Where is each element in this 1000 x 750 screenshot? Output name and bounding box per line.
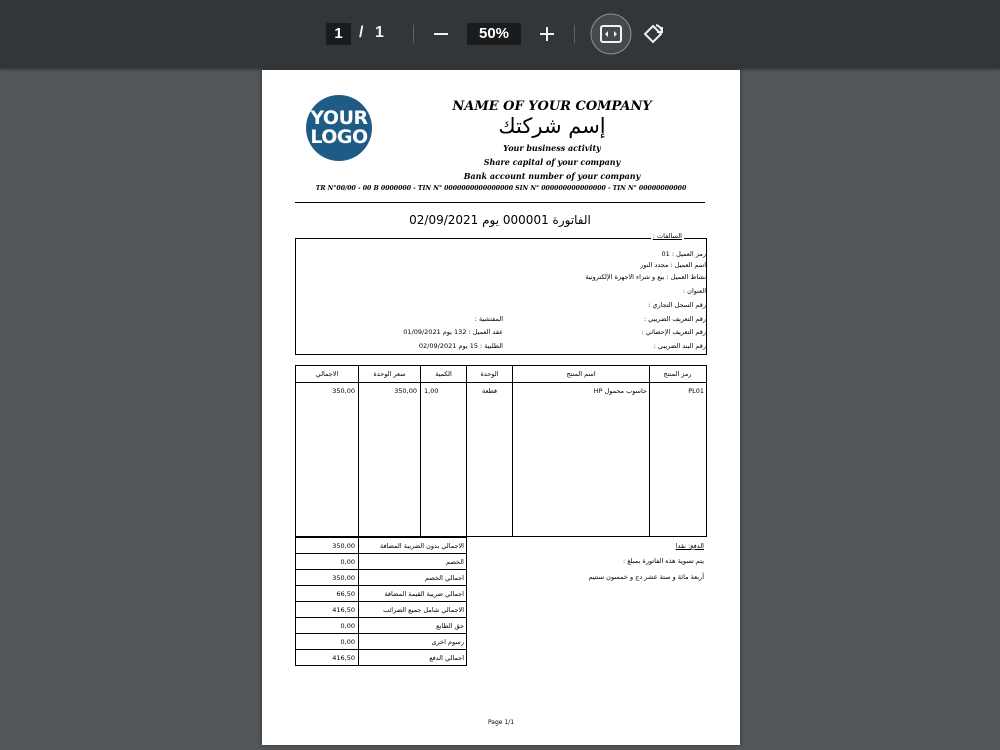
bank-account: Bank account number of your company (463, 171, 641, 181)
client-activity: نشاط العميل : بيع و شراء الاجهزة الإلكترونية (585, 273, 706, 281)
column-header-qty: الكمية (435, 370, 452, 378)
totals-value: 0,00 (340, 558, 355, 566)
page-number-input[interactable]: 1 (326, 23, 351, 45)
page-separator: / (359, 24, 364, 41)
business-activity: Your business activity (503, 143, 601, 153)
totals-label: اجمالي الدفع (429, 654, 464, 662)
totals-value: 66,50 (336, 590, 355, 598)
amount-in-words: أربعة مائة و ستة عشر دج و خمسون سنتيم (588, 573, 704, 581)
stat-id: رقم التعريف الإحصائي : (641, 328, 706, 336)
client-code: رمز العميل : 01 (661, 250, 706, 258)
company-name: NAME OF YOUR COMPANY (452, 99, 652, 114)
column-header-code: رمز المنتج (663, 370, 692, 378)
row-price: 350,00 (394, 387, 417, 395)
share-capital: Share capital of your company (483, 157, 621, 167)
toolbar-divider (574, 25, 575, 43)
row-unit: قطعة (481, 387, 498, 395)
row-product-name: حاسوب محمول HP (593, 387, 647, 395)
totals-row-line (295, 633, 467, 634)
column-divider (512, 365, 513, 537)
zoom-level[interactable]: 50% (467, 23, 521, 45)
minus-icon[interactable] (431, 24, 451, 44)
client-name: اسم العميل : مجدد النور (640, 261, 706, 269)
toolbar-divider (413, 25, 414, 43)
column-header-price: سعر الوحدة (373, 370, 406, 378)
totals-value: 0,00 (340, 622, 355, 630)
totals-row-line (295, 585, 467, 586)
totals-row-line (295, 601, 467, 602)
column-header-name: اسم المنتج (566, 370, 596, 378)
page-total: 1 (375, 24, 384, 41)
inspection: المفتشية : (474, 315, 503, 323)
company-identifiers: TR N°00/00 - 00 B 0000000 - TIN N° 0000000000000000 SIN N° 000000000000000 - TIN N° 00000000000 (315, 185, 687, 192)
table-header-line (295, 382, 707, 383)
trade-register: رقم السجل التجاري : (648, 301, 706, 309)
row-total: 350,00 (332, 387, 355, 395)
totals-row-line (295, 649, 467, 650)
header-divider (295, 202, 705, 203)
invoice-title: الفاتورة 000001 يوم 02/09/2021 (409, 213, 591, 227)
row-code: PL01 (688, 387, 704, 395)
pdf-toolbar (0, 0, 1000, 68)
tax-id: رقم التعريف الضريبي : (643, 315, 706, 323)
totals-row-line (295, 553, 467, 554)
totals-label: الخصم (446, 558, 464, 566)
rotate-icon[interactable] (641, 22, 665, 46)
totals-value: 0,00 (340, 638, 355, 646)
totals-value: 416,50 (332, 606, 355, 614)
totals-label: الاجمالي شامل جميع الضرائب (383, 606, 464, 614)
totals-row-line (295, 569, 467, 570)
tax-item: رقم البند الضريبي : (653, 342, 706, 350)
payment-method: الدفع: نقدا (675, 542, 704, 550)
column-header-total: الاجمالي (315, 370, 339, 378)
totals-value: 416,50 (332, 654, 355, 662)
totals-row-line (295, 617, 467, 618)
column-header-unit: الوحدة (480, 370, 499, 378)
fit-to-page-icon[interactable] (589, 12, 633, 56)
settlement-text: يتم تسوية هذه الفاتورة بمبلغ : (622, 557, 704, 565)
column-divider (649, 365, 650, 537)
plus-icon[interactable] (537, 24, 557, 44)
company-name-arabic: إسم شركتك (498, 114, 606, 138)
client-order: الطلبية : 15 يوم 02/09/2021 (418, 342, 503, 350)
totals-label: رسوم اخرى (431, 638, 464, 646)
recipient-legend: السالفات : (652, 232, 682, 240)
totals-label: الاجمالي بدون الضريبة المضافة (379, 542, 464, 550)
totals-label: اجمالي ضريبة القيمة المضافة (384, 590, 464, 598)
company-logo: YOUR LOGO (306, 95, 372, 161)
totals-value: 350,00 (332, 542, 355, 550)
row-qty: 1,00 (424, 387, 439, 395)
client-contract: عقد العميل : 132 يوم 01/09/2021 (403, 328, 503, 336)
column-divider (420, 365, 421, 537)
pdf-page (262, 70, 740, 745)
totals-label: حق الطابع (436, 622, 464, 630)
totals-label: اجمالي الخصم (425, 574, 464, 582)
page-footer: Page 1/1 (487, 719, 515, 726)
totals-value: 350,00 (332, 574, 355, 582)
client-address: العنوان : (682, 287, 706, 295)
recipient-box (295, 238, 707, 355)
